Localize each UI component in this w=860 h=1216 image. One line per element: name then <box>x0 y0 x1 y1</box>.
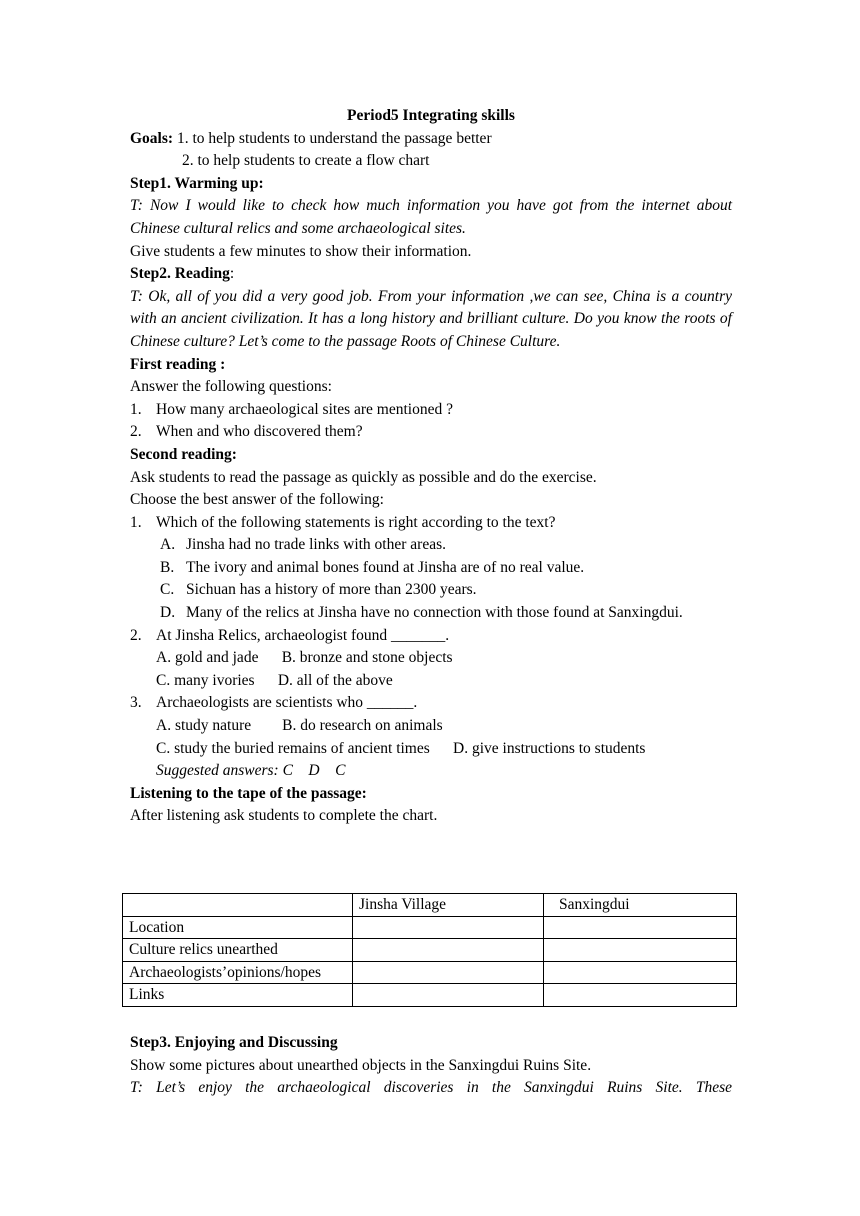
option-letter: C. <box>160 581 175 599</box>
step1-teacher-text: T: Now I would like to check how much information you have got from the internet about Chinese cultural relics and some archaeological sites. <box>130 197 732 237</box>
option-text: Sichuan has a history of more than 2300 years. <box>186 581 477 599</box>
first-reading-heading: First reading : <box>130 355 226 373</box>
step3-section <box>130 1032 732 1100</box>
question-item <box>130 421 732 444</box>
question-number: 2. <box>130 423 142 441</box>
step2-heading-colon: : <box>229 265 235 283</box>
option-letter: A. <box>160 536 176 554</box>
option-letter: B. <box>160 558 175 576</box>
table-row-label: Location <box>123 916 353 939</box>
suggested-answers: Suggested answers: C D C <box>156 762 346 780</box>
step3-teacher-text: T: Let’s enjoy the archaeological discoveries in the Sanxingdui Ruins Site. These <box>130 1079 732 1097</box>
goal-item: 2. to help students to create a flow chart <box>182 152 430 170</box>
table-cell <box>353 939 544 962</box>
option-text: Jinsha had no trade links with other areas. <box>186 536 446 554</box>
question-number: 3. <box>130 694 142 712</box>
table-header-row <box>123 894 737 917</box>
option-text: The ivory and animal bones found at Jinsha are of no real value. <box>186 558 585 576</box>
answer-option <box>130 602 732 625</box>
table-row <box>123 984 737 1007</box>
answer-option <box>130 579 732 602</box>
listening-instruction: After listening ask students to complete the chart. <box>130 807 438 825</box>
table-row <box>123 961 737 984</box>
answer-option <box>130 557 732 580</box>
table-header-cell: Sanxingdui <box>544 894 737 917</box>
listening-heading: Listening to the tape of the passage: <box>130 784 367 802</box>
exercise-question <box>130 625 732 648</box>
comparison-chart-table <box>122 893 737 1007</box>
step3-heading: Step3. Enjoying and Discussing <box>130 1034 338 1051</box>
first-reading-instruction: Answer the following questions: <box>130 378 332 396</box>
table-cell <box>544 984 737 1007</box>
page-title: Period5 Integrating skills <box>347 107 515 124</box>
table-cell <box>353 961 544 984</box>
option-letter: D. <box>160 604 176 622</box>
second-reading-instruction: Ask students to read the passage as quickly as possible and do the exercise. <box>130 468 597 486</box>
answer-options-line: C. many ivories D. all of the above <box>156 671 393 689</box>
table-cell <box>353 984 544 1007</box>
answer-options-line: A. study nature B. do research on animals <box>156 717 443 735</box>
question-text: How many archaeological sites are mentioned ? <box>156 400 453 418</box>
table-cell <box>544 961 737 984</box>
answer-options-line: A. gold and jade B. bronze and stone objects <box>156 649 453 667</box>
table-cell <box>544 916 737 939</box>
goals-line-1 <box>130 128 732 151</box>
lesson-plan-body <box>130 105 732 828</box>
option-text: Many of the relics at Jinsha have no connection with those found at Sanxingdui. <box>186 604 683 622</box>
step2-heading-line <box>130 263 732 286</box>
goal-item: 1. to help students to understand the passage better <box>176 129 492 147</box>
question-number: 2. <box>130 626 142 644</box>
exercise-question <box>130 512 732 535</box>
exercise-question <box>130 692 732 715</box>
table-row <box>123 916 737 939</box>
step2-teacher-text: T: Ok, all of you did a very good job. From your information ,we can see, China is a country with an ancient civilization. It has a long history and brilliant culture. Do you know the roots of Chinese culture? Let’s come to the passage Roots of Chinese Culture. <box>130 287 732 350</box>
table-cell <box>544 939 737 962</box>
table-row-label: Archaeologists’opinions/hopes <box>123 961 353 984</box>
answer-option <box>130 534 732 557</box>
table-row-label: Culture relics unearthed <box>123 939 353 962</box>
second-reading-heading: Second reading: <box>130 445 237 463</box>
second-reading-instruction: Choose the best answer of the following: <box>130 491 384 509</box>
table-row-label: Links <box>123 984 353 1007</box>
question-text: Which of the following statements is right according to the text? <box>156 513 556 531</box>
question-item <box>130 399 732 422</box>
step2-heading: Step2. Reading <box>130 265 230 283</box>
table-row <box>123 939 737 962</box>
question-text: At Jinsha Relics, archaeologist found _______. <box>156 626 450 644</box>
question-text: Archaeologists are scientists who ______. <box>156 694 418 712</box>
step3-instruction: Show some pictures about unearthed objects in the Sanxingdui Ruins Site. <box>130 1056 592 1074</box>
question-text: When and who discovered them? <box>156 423 363 441</box>
question-number: 1. <box>130 513 142 531</box>
question-number: 1. <box>130 400 142 418</box>
table-header-cell: Jinsha Village <box>353 894 544 917</box>
table-cell <box>353 916 544 939</box>
step1-note: Give students a few minutes to show their information. <box>130 242 472 260</box>
step1-heading: Step1. Warming up: <box>130 174 264 192</box>
table-header-cell <box>123 894 353 917</box>
goals-label: Goals: <box>130 129 174 147</box>
answer-options-line: C. study the buried remains of ancient times D. give instructions to students <box>156 739 646 757</box>
